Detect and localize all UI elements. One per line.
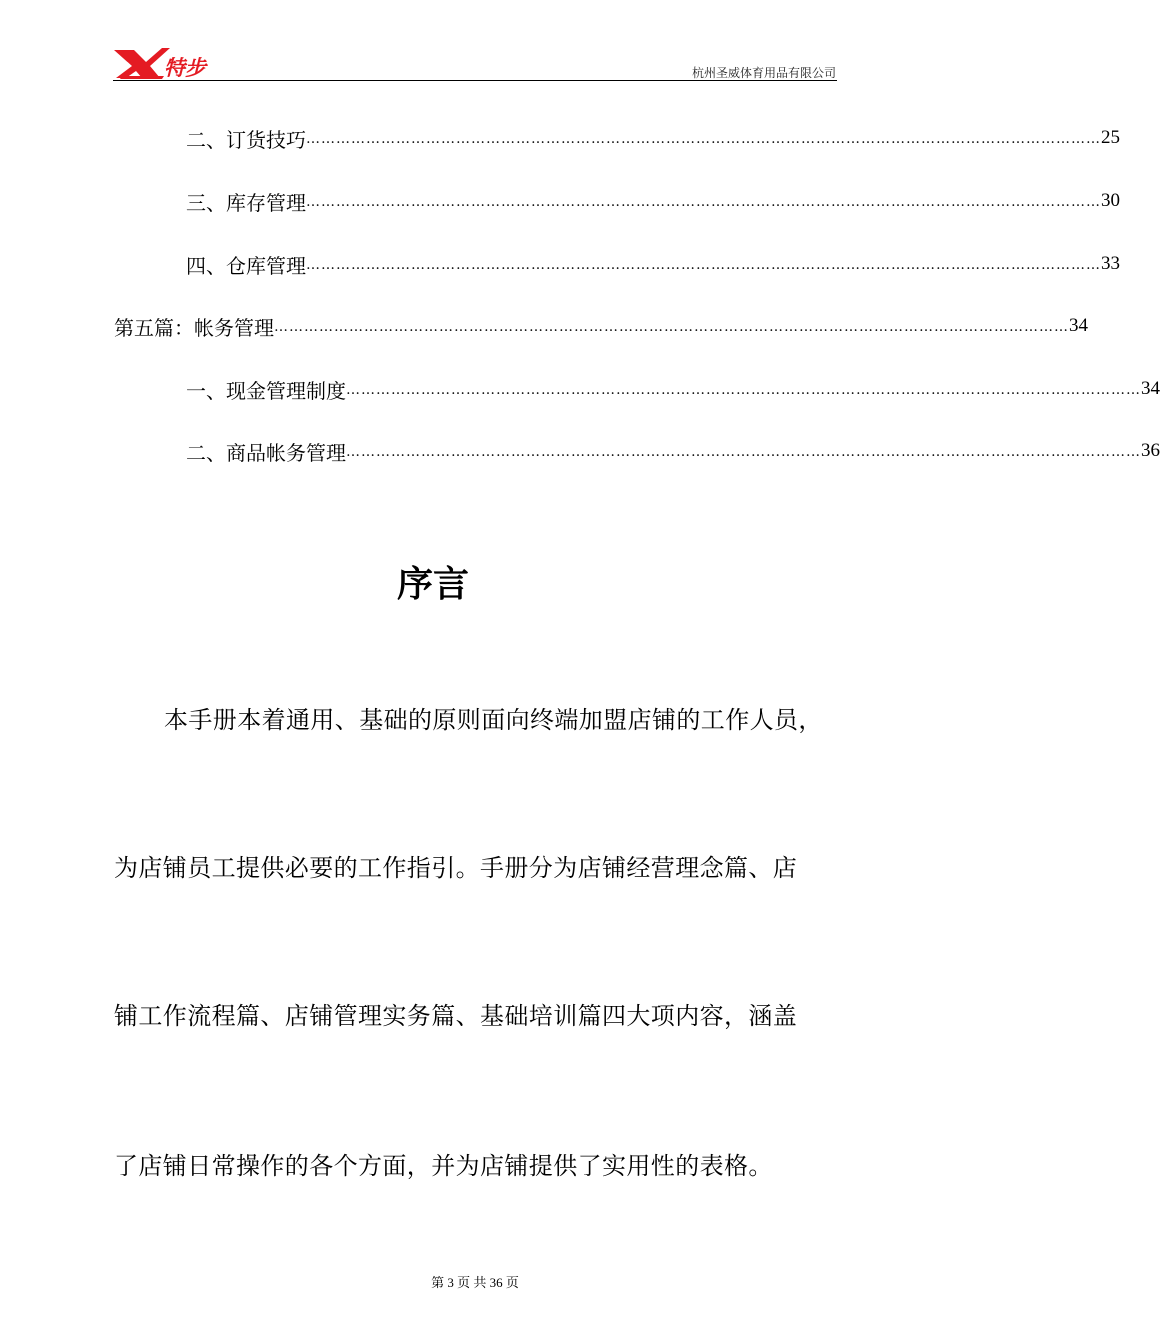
toc-section-item[interactable] bbox=[114, 313, 1088, 340]
preface-paragraph-line: 铺工作流程篇、店铺管理实务篇、基础培训篇四大项内容，涵盖 bbox=[114, 1002, 798, 1030]
toc-item[interactable] bbox=[186, 438, 1160, 465]
footer-label: 页 共 bbox=[457, 1275, 487, 1290]
toc-title: 现金管理制度 bbox=[226, 378, 346, 403]
toc-item[interactable] bbox=[186, 376, 1160, 403]
toc-title: 库存管理 bbox=[226, 190, 306, 215]
toc-page-number: 34 bbox=[1141, 378, 1160, 399]
footer-label: 第 bbox=[431, 1275, 445, 1290]
current-page-number: 3 bbox=[447, 1275, 454, 1290]
toc-leader: …………………………………………………………………………………………………………………………………………… bbox=[346, 444, 1141, 460]
toc-page-number: 34 bbox=[1069, 315, 1088, 336]
toc-leader: …………………………………………………………………………………………………………………………………………… bbox=[274, 319, 1069, 335]
logo-wordmark: 特步 bbox=[164, 56, 206, 80]
toc-title: 第五篇：帐务管理 bbox=[114, 315, 274, 340]
total-page-count: 36 bbox=[489, 1275, 503, 1290]
page-footer bbox=[0, 1272, 950, 1291]
preface-paragraph-line: 本手册本着通用、基础的原则面向终端加盟店铺的工作人员， bbox=[164, 706, 823, 734]
toc-number: 三、 bbox=[186, 190, 226, 215]
toc-page-number: 25 bbox=[1101, 127, 1120, 148]
toc-page-number: 30 bbox=[1101, 190, 1120, 211]
toc-title: 商品帐务管理 bbox=[226, 440, 346, 465]
toc-item[interactable] bbox=[186, 188, 1120, 215]
toc-title: 订货技巧 bbox=[226, 127, 306, 152]
footer-label: 页 bbox=[505, 1275, 519, 1290]
toc-leader: …………………………………………………………………………………………………………………………………………… bbox=[346, 382, 1141, 398]
toc-page-number: 33 bbox=[1101, 253, 1120, 274]
preface-heading: 序言 bbox=[396, 564, 469, 605]
toc-leader: …………………………………………………………………………………………………………………………………………… bbox=[306, 194, 1101, 210]
toc-leader: …………………………………………………………………………………………………………………………………………… bbox=[306, 257, 1101, 273]
toc-item[interactable] bbox=[186, 125, 1120, 152]
preface-paragraph-line: 为店铺员工提供必要的工作指引。手册分为店铺经营理念篇、店 bbox=[114, 854, 798, 882]
toc-number: 二、 bbox=[186, 440, 226, 465]
header-divider bbox=[113, 80, 837, 81]
toc-leader: …………………………………………………………………………………………………………………………………………… bbox=[306, 131, 1101, 147]
toc-number: 一、 bbox=[186, 378, 226, 403]
toc-page-number: 36 bbox=[1141, 440, 1160, 461]
preface-paragraph-line: 了店铺日常操作的各个方面，并为店铺提供了实用性的表格。 bbox=[114, 1152, 773, 1180]
toc-number: 二、 bbox=[186, 127, 226, 152]
xtep-logo bbox=[112, 44, 224, 82]
toc-title: 仓库管理 bbox=[226, 253, 306, 278]
toc-number: 四、 bbox=[186, 253, 226, 278]
toc-item[interactable] bbox=[186, 251, 1120, 278]
company-name: 杭州圣威体育用品有限公司 bbox=[691, 66, 836, 80]
